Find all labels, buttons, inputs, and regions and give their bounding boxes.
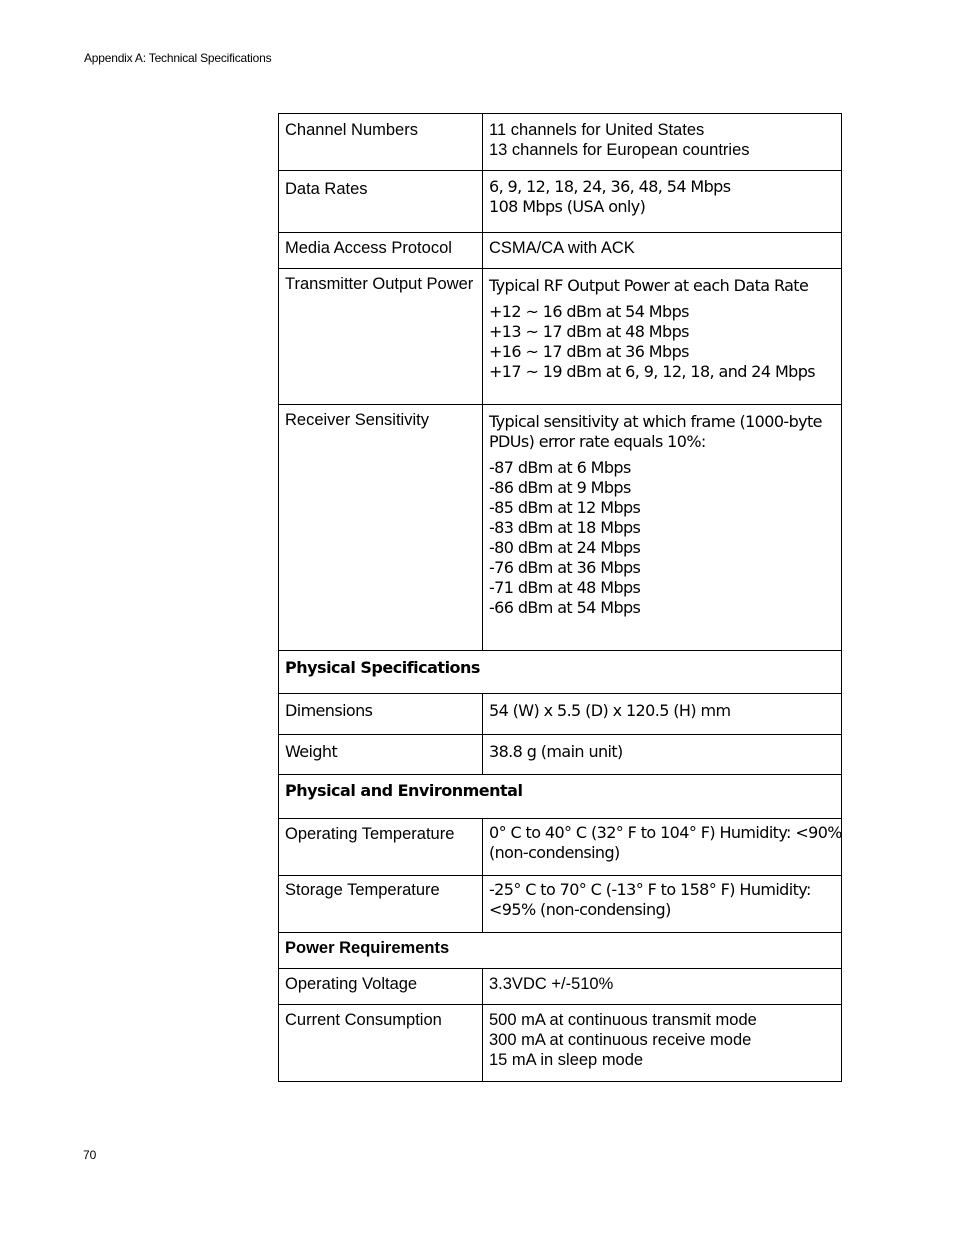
transmitter-line: +17 ~ 19 dBm at 6, 9, 12, 18, and 24 Mbps — [489, 362, 816, 381]
physical-specs-heading: Physical Specifications — [285, 658, 480, 677]
table-row — [279, 819, 842, 876]
row-value — [483, 269, 842, 405]
row-value — [483, 233, 842, 269]
row-label — [279, 735, 483, 775]
receiver-line: -83 dBm at 18 Mbps — [489, 518, 641, 537]
page-number: 70 — [83, 1148, 97, 1162]
table-row — [279, 775, 842, 819]
table-row — [279, 933, 842, 969]
table-row — [279, 269, 842, 405]
dimensions-label: Dimensions — [285, 701, 373, 720]
row-value — [483, 735, 842, 775]
section-heading — [279, 933, 842, 969]
row-label — [279, 1005, 483, 1082]
table-row — [279, 876, 842, 933]
current-consumption-label: Current Consumption — [285, 1011, 442, 1029]
storage-temp-label: Storage Temperature — [285, 881, 440, 899]
row-value — [483, 819, 842, 876]
row-value — [483, 969, 842, 1005]
storage-temp-line: -25° C to 70° C (-13° F to 158° F) Humidity: — [489, 880, 811, 899]
table-row — [279, 405, 842, 651]
receiver-line: -66 dBm at 54 Mbps — [489, 598, 641, 617]
table-row — [279, 969, 842, 1005]
row-value — [483, 876, 842, 933]
data-rates-line: 6, 9, 12, 18, 24, 36, 48, 54 Mbps — [489, 177, 731, 196]
receiver-line: -80 dBm at 24 Mbps — [489, 538, 641, 557]
row-value — [483, 694, 842, 735]
receiver-intro: Typical sensitivity at which frame (1000-byte — [489, 412, 822, 431]
physical-env-heading: Physical and Environmental — [285, 781, 523, 800]
operating-temp-label: Operating Temperature — [285, 825, 455, 843]
channel-numbers-line: 11 channels for United States — [489, 121, 705, 139]
channel-numbers-label: Channel Numbers — [285, 121, 418, 139]
table-row — [279, 735, 842, 775]
table-row — [279, 1005, 842, 1082]
table-row — [279, 233, 842, 269]
table-row — [279, 114, 842, 171]
receiver-line: -76 dBm at 36 Mbps — [489, 558, 641, 577]
channel-numbers-line: 13 channels for European countries — [489, 141, 750, 159]
row-value — [483, 405, 842, 651]
row-label — [279, 114, 483, 171]
section-heading — [279, 775, 842, 819]
row-label — [279, 405, 483, 651]
row-label — [279, 233, 483, 269]
row-value — [483, 114, 842, 171]
row-label — [279, 819, 483, 876]
dimensions-value: 54 (W) x 5.5 (D) x 120.5 (H) mm — [489, 701, 731, 720]
receiver-line: -85 dBm at 12 Mbps — [489, 498, 641, 517]
data-rates-line: 108 Mbps (USA only) — [489, 197, 646, 216]
table-row — [279, 171, 842, 233]
current-consumption-line: 15 mA in sleep mode — [489, 1051, 644, 1069]
operating-temp-line: (non-condensing) — [489, 843, 620, 862]
operating-voltage-label: Operating Voltage — [285, 975, 418, 993]
row-label — [279, 171, 483, 233]
power-heading: Power Requirements — [285, 939, 450, 957]
row-label — [279, 269, 483, 405]
transmitter-line: +12 ~ 16 dBm at 54 Mbps — [489, 302, 689, 321]
receiver-line: -86 dBm at 9 Mbps — [489, 478, 631, 497]
transmitter-line: +16 ~ 17 dBm at 36 Mbps — [489, 342, 689, 361]
row-value — [483, 1005, 842, 1082]
media-access-label: Media Access Protocol — [285, 239, 452, 257]
transmitter-label: Transmitter Output Power — [285, 275, 474, 293]
table-row — [279, 694, 842, 735]
transmitter-intro: Typical RF Output Power at each Data Rate — [489, 276, 809, 295]
media-access-value: CSMA/CA with ACK — [489, 239, 635, 257]
table-row — [279, 651, 842, 694]
row-label — [279, 969, 483, 1005]
row-value — [483, 171, 842, 233]
row-label — [279, 876, 483, 933]
running-header: Appendix A: Technical Specifications — [84, 51, 272, 65]
storage-temp-line: <95% (non-condensing) — [489, 900, 671, 919]
data-rates-label: Data Rates — [285, 180, 368, 198]
weight-value: 38.8 g (main unit) — [489, 742, 623, 761]
row-label — [279, 694, 483, 735]
current-consumption-line: 500 mA at continuous transmit mode — [489, 1011, 757, 1029]
current-consumption-line: 300 mA at continuous receive mode — [489, 1031, 752, 1049]
receiver-intro: PDUs) error rate equals 10%: — [489, 432, 706, 451]
section-heading — [279, 651, 842, 694]
technical-specifications-table — [278, 113, 842, 1082]
receiver-line: -71 dBm at 48 Mbps — [489, 578, 641, 597]
receiver-line: -87 dBm at 6 Mbps — [489, 458, 631, 477]
transmitter-line: +13 ~ 17 dBm at 48 Mbps — [489, 322, 689, 341]
operating-temp-line: 0° C to 40° C (32° F to 104° F) Humidity: <90% — [489, 823, 842, 842]
operating-voltage-value: 3.3VDC +/-510% — [489, 975, 614, 993]
weight-label: Weight — [285, 742, 338, 761]
receiver-label: Receiver Sensitivity — [285, 411, 429, 429]
